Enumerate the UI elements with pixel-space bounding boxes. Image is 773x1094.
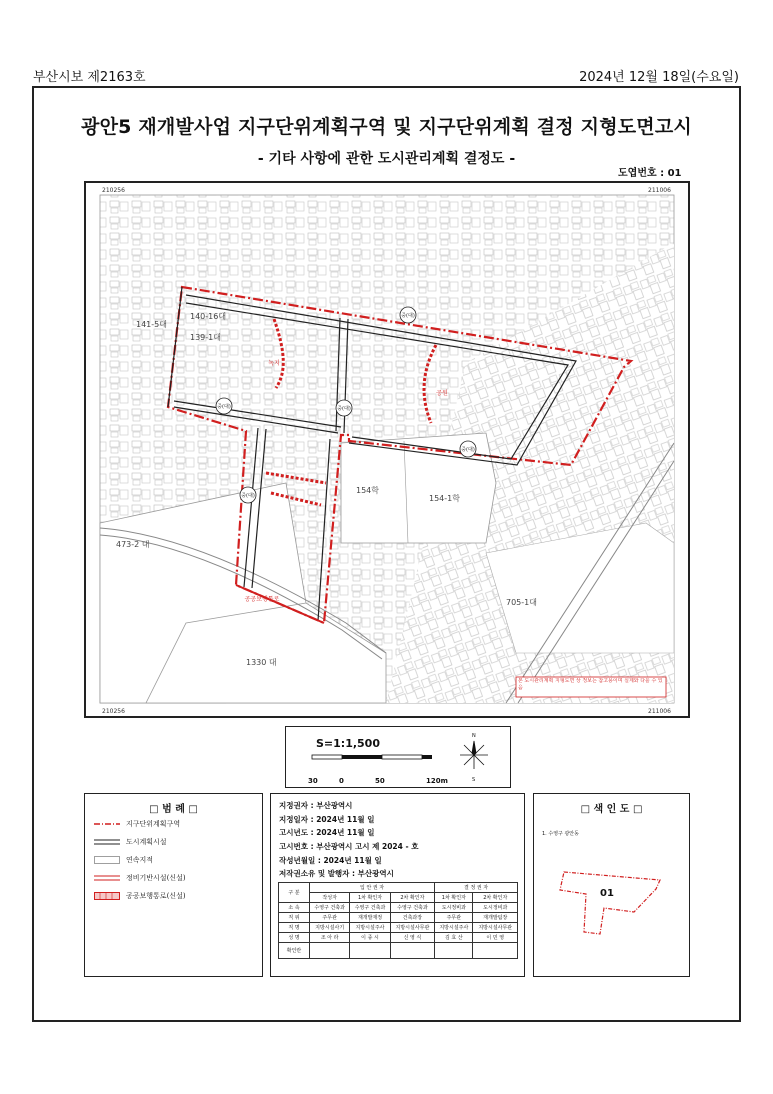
table-cell: 도시정비과 [435,903,473,913]
table-cell: 성 명 [279,933,310,943]
table-cell: 지방시설사기 [310,923,350,933]
table-header: 결 정 권 자 [435,883,518,893]
parcel-label: 154학 [356,486,379,495]
table-cell: 김 효 산 [435,933,473,943]
table-header: 입 안 권 자 [310,883,435,893]
table-cell: 주무관 [310,913,350,923]
scale-box [285,726,511,788]
info-line: 지정권자 : 부산광역시 [279,801,353,810]
drawing-number: 도엽번호 : 01 [618,168,682,179]
table-cell [473,943,518,959]
table-cell: 재개발팀장 [473,913,518,923]
coord-bottom-left: 210256 [102,708,125,715]
road-mark: 중(대) [241,493,255,499]
index-map-title: □ 색 인 도 □ [580,804,643,815]
table-cell: 지방시설주사 [350,923,390,933]
table-cell: 수영구 건축과 [310,903,350,913]
legend-item [94,890,186,902]
page-title: 광안5 재개발사업 지구단위계획구역 및 지구단위계획 결정 지형도면고시 [81,116,692,138]
legend-title: □ 범 례 □ [149,804,198,815]
coord-bottom-right: 211006 [648,708,671,715]
legend-item [94,872,186,884]
scale-tick: 0 [339,777,344,785]
scale-tick: 30 [308,777,318,785]
index-map-caption: 1. 수영구 광안동 [542,831,579,837]
table-row [279,933,518,943]
parcel-label: 705-1대 [506,598,537,607]
table-header: 1차 확인자 [435,893,473,903]
table-cell: 도시정비과 [473,903,518,913]
approval-table [278,882,518,959]
page-subtitle: - 기타 사항에 관한 도시관리계획 결정도 - [257,151,516,167]
table-cell: 조 아 라 [310,933,350,943]
legend-box [84,793,263,977]
table-row [279,923,518,933]
table-header: 구 분 [279,883,310,903]
legend-label: 연속지적 [126,856,154,864]
table-cell: 주무관 [435,913,473,923]
table-header: 2차 확인자 [473,893,518,903]
table-cell: 수영구 건축과 [390,903,434,913]
legend-symbol-red-double [94,874,120,882]
table-row [279,913,518,923]
table-cell: 지방시설사무관 [473,923,518,933]
legend-item [94,854,153,866]
info-line: 작성년월일 : 2024년 11월 일 [279,856,382,865]
map-note: 본 도시관리계획 지형도면 상 정보는 참고용이며 실제와 다를 수 있음 [518,678,663,691]
index-map-drawing [534,794,689,976]
table-cell: 건축과장 [390,913,434,923]
table-cell: 이 종 시 [350,933,390,943]
road-mark: 중(대) [217,404,231,410]
table-cell [390,943,434,959]
legend-symbol-double [94,838,120,846]
info-box [270,793,525,977]
legend-item [94,818,180,830]
facility-label: 공공보행통로 [244,596,280,603]
table-header: 2차 확인자 [390,893,434,903]
legend-item [94,836,167,848]
table-header: 작성자 [310,893,350,903]
publication-number: 부산시보 제2163호 [33,70,146,85]
legend-label: 지구단위계획구역 [126,820,181,828]
parcel-label: 141-5대 [136,320,167,329]
table-cell [435,943,473,959]
table-cell [310,943,350,959]
table-row [279,903,518,913]
legend-label: 도시계획시설 [126,838,167,846]
scale-bar [286,727,510,787]
road-mark: 중(대) [461,447,475,453]
facility-label: 공원 [436,390,448,397]
table-cell: 이 민 영 [473,933,518,943]
table-cell: 지방시설사무관 [390,923,434,933]
table-header: 1차 확인자 [350,893,390,903]
plan-map [84,181,690,718]
legend-label: 정비기반시설(신설) [126,874,186,882]
north-label: N [472,733,476,739]
table-cell: 신 영 식 [390,933,434,943]
coord-top-left: 210256 [102,187,125,194]
scale-tick: 120m [426,777,448,785]
info-line: 고시년도 : 2024년 11월 일 [279,828,375,837]
table-row [279,943,518,959]
legend-symbol-single [94,856,120,864]
legend-symbol-hatch [94,892,120,900]
table-cell: 재개발재정 [350,913,390,923]
publication-date: 2024년 12월 18일(수요일) [579,70,739,85]
scale-label: S=1:1,500 [316,737,380,750]
map-drawing [86,183,688,716]
info-line: 지정일자 : 2024년 11월 일 [279,815,375,824]
table-cell: 수영구 건축과 [350,903,390,913]
table-cell: 직 명 [279,923,310,933]
index-map-box [533,793,690,977]
parcel-label: 139-1대 [190,333,221,342]
table-cell: 지방시설주사 [435,923,473,933]
legend-label: 공공보행통로(신설) [126,892,186,900]
scale-tick: 50 [375,777,385,785]
table-cell: 직 위 [279,913,310,923]
parcel-label: 1330 대 [246,658,277,667]
info-line: 저작권소유 및 발행자 : 부산광역시 [279,869,394,878]
road-mark: 중(대) [401,313,415,319]
south-label: S [472,777,476,783]
facility-label: 녹지 [268,360,280,367]
index-sheet-number: 01 [600,888,614,899]
table-cell: 소 속 [279,903,310,913]
parcel-label: 473-2 대 [116,540,150,549]
parcel-label: 154-1학 [429,494,460,503]
parcel-label: 140-16대 [190,312,227,321]
road-mark: 중(대) [337,406,351,412]
coord-top-right: 211006 [648,187,671,194]
table-cell: 확인란 [279,943,310,959]
info-line: 고시번호 : 부산광역시 고시 제 2024 - 호 [279,842,419,851]
legend-symbol-dashdot [94,820,120,828]
table-cell [350,943,390,959]
